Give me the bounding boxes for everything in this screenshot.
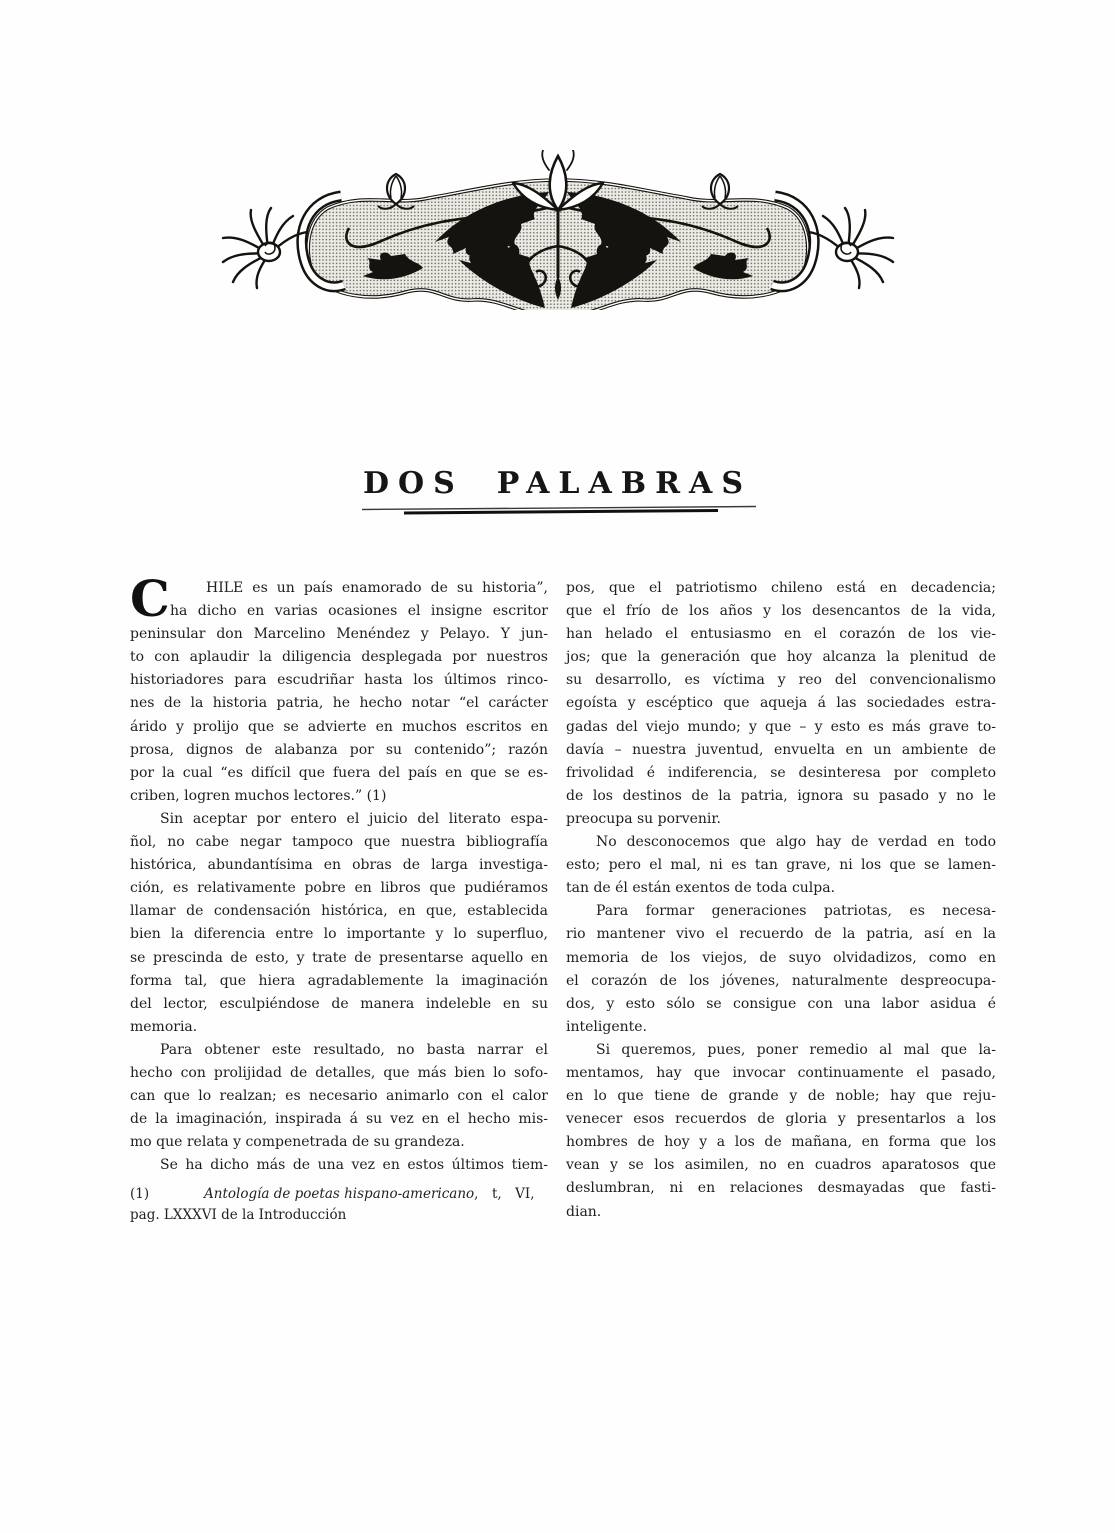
text-line: han helado el entusiasmo en el corazón de los vie- <box>566 626 996 643</box>
text-line: hombres de hoy y a los de mañana, en forma que los <box>566 1134 996 1151</box>
text-line: memoria de los viejos, de suyo olvidadizos, como en <box>566 949 996 966</box>
text-line: dian. <box>566 1203 602 1220</box>
text-line: mo que relata y compenetrada de su grandeza. <box>130 1134 465 1151</box>
title-block <box>0 466 1115 501</box>
text-line: nes de la historia patria, he hecho notar “el carácter <box>130 695 548 712</box>
text-line: ñol, no cabe negar tampoco que nuestra bibliografía <box>130 834 548 851</box>
text-line: ha dicho en varias ocasiones el insigne escritor <box>170 603 548 620</box>
text-line: mentamos, hay que invocar continuamente el pasado, <box>566 1064 996 1081</box>
text-line: rio mantener vivo el recuerdo de la patria, así en la <box>566 926 996 943</box>
text-line: HILE es un país enamorado de su historia”, <box>206 580 548 596</box>
paragraph <box>566 831 996 900</box>
paragraph <box>566 577 996 831</box>
paragraph <box>130 808 548 1039</box>
text-line: bien la diferencia entre lo importante y lo superfluo, <box>130 926 548 943</box>
text-line: de los destinos de la patria, ignora su pasado y no le <box>566 787 996 804</box>
paragraph <box>130 569 548 808</box>
text-line: prosa, dignos de alabanza por su contenido”; razón <box>130 741 548 758</box>
right-column-paragraphs <box>566 577 996 1224</box>
text-line: forma tal, que hiera agradablemente la imaginación <box>130 972 548 989</box>
footnote-line-1 <box>130 1184 548 1205</box>
text-line: criben, logren muchos lectores.” (1) <box>130 787 387 804</box>
text-line: gadas del viejo mundo; y que – y esto es más grave to- <box>566 718 996 735</box>
text-line: memoria. <box>130 1018 198 1035</box>
paragraph <box>130 1154 548 1177</box>
text-line: to con aplaudir la diligencia desplegada por nuestros <box>130 649 548 666</box>
text-line: Sin aceptar por entero el juicio del literato espa- <box>160 810 548 827</box>
footnote-marker: (1) <box>130 1186 150 1203</box>
text-line: esto; pero el mal, ni es tan grave, ni los que se lamen- <box>566 857 996 874</box>
floral-headpiece-ornament <box>213 150 903 310</box>
text-line: por la cual “es difícil que fuera del país en que se es- <box>130 764 548 781</box>
text-line: egoísta y escéptico que aqueja á las sociedades estra- <box>566 695 996 712</box>
text-line: frivolidad é indiferencia, se desinteresa por completo <box>566 764 996 781</box>
dropcap-initial: C <box>130 569 170 628</box>
text-line: que el frío de los años y los desencantos de la vida, <box>566 603 996 620</box>
text-line: venecer esos recuerdos de gloria y presentarlos a los <box>566 1111 996 1128</box>
text-line: preocupa su porvenir. <box>566 810 722 827</box>
text-line: jos; que la generación que hoy alcanza la plenitud de <box>566 649 996 666</box>
text-line: el corazón de los jóvenes, naturalmente despreocupa- <box>566 972 996 989</box>
text-line: árido y prolijo que se advierte en muchos escritos en <box>130 718 548 735</box>
text-line: pos, que el patriotismo chileno está en decadencia; <box>566 580 996 596</box>
text-line: tan de él están exentos de toda culpa. <box>566 880 836 897</box>
text-line: de la imaginación, inspirada á su vez en el hecho mis- <box>130 1111 548 1128</box>
text-line: histórica, abundantísima en obras de larga investiga- <box>130 857 548 874</box>
footnote-reference: , t, VI, <box>474 1186 535 1203</box>
text-line: su desarrollo, es víctima y reo del convencionalismo <box>566 672 996 689</box>
title-underline <box>356 503 760 517</box>
text-line: en lo que tiene de grande y de noble; hay que reju- <box>566 1088 996 1105</box>
text-line: historiadores para escudriñar hasta los últimos rinco- <box>130 672 548 689</box>
text-columns <box>130 569 996 1226</box>
paragraph <box>130 1039 548 1154</box>
text-line: deslumbran, ni en relaciones desmayadas que fasti- <box>566 1180 996 1197</box>
footnote-page-ref: pag. LXXXVI de la Introducción <box>130 1207 347 1224</box>
text-line: Para formar generaciones patriotas, es necesa- <box>596 903 996 920</box>
left-column <box>130 569 548 1226</box>
text-line: del lector, esculpiéndose de manera indeleble en su <box>130 995 548 1012</box>
page-title: DOS PALABRAS <box>362 466 752 501</box>
text-line: Para obtener este resultado, no basta narrar el <box>160 1041 548 1058</box>
text-line: peninsular don Marcelino Menéndez y Pelayo. Y jun- <box>130 626 548 643</box>
footnote <box>130 1184 548 1226</box>
text-line: Si queremos, pues, poner remedio al mal que la- <box>596 1041 996 1058</box>
text-line: can que lo realzan; es necesario animarlo con el calor <box>130 1088 548 1105</box>
text-line: No desconocemos que algo hay de verdad en todo <box>596 834 996 851</box>
paragraph <box>566 900 996 1039</box>
text-line: vean y se los asimilen, no en cuadros aparatosos que <box>566 1157 996 1174</box>
paragraph <box>566 1039 996 1224</box>
text-line: davía – nuestra juventud, envuelta en un ambiente de <box>566 741 996 758</box>
text-line: llamar de condensación histórica, en que, establecida <box>130 903 548 920</box>
text-line: inteligente. <box>566 1018 647 1035</box>
text-line: hecho con prolijidad de detalles, que más bien lo sofo- <box>130 1064 548 1081</box>
text-line: se prescinda de esto, y trate de presentarse aquello en <box>130 949 548 966</box>
right-column <box>566 577 996 1226</box>
footnote-work-title: Antología de poetas hispano-americano <box>204 1186 475 1203</box>
text-line: dos, y esto sólo se consigue con una labor asidua é <box>566 995 996 1012</box>
text-line: ción, es relativamente pobre en libros que pudiéramos <box>130 880 548 897</box>
left-column-paragraphs <box>130 569 548 1177</box>
text-line: Se ha dicho más de una vez en estos últimos tiem- <box>160 1157 548 1174</box>
